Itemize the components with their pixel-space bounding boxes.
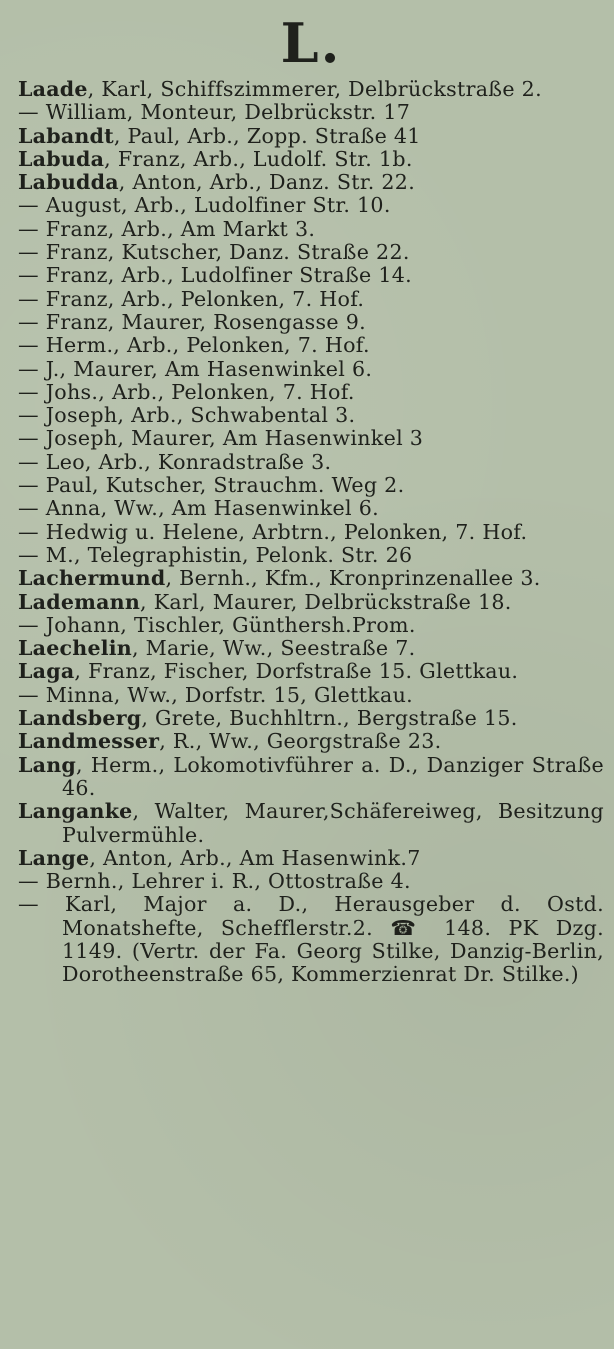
section-letter-heading: L.: [280, 11, 342, 75]
entry-details: , Walter, Maurer,Schäfereiweg, Besitzung Pulvermühle.: [62, 799, 604, 847]
entry-details: , Anton, Arb., Danz. Str. 22.: [118, 170, 416, 195]
entry-details: , Franz, Arb., Ludolf. Str. 1b.: [104, 146, 413, 171]
directory-entry: [18, 334, 604, 357]
directory-entry: [18, 544, 604, 567]
directory-entry: [18, 194, 604, 217]
entry-details: , Marie, Ww., Seestraße 7.: [131, 636, 416, 661]
directory-entry: [18, 497, 604, 520]
directory-entry: [18, 614, 604, 637]
entry-surname: Lachermund: [18, 566, 166, 591]
directory-entry: [18, 591, 604, 614]
entry-details: — Leo, Arb., Konradstraße 3.: [18, 449, 332, 474]
directory-entry: [18, 707, 604, 730]
entry-details: — J., Maurer, Am Hasenwinkel 6.: [18, 356, 373, 381]
entry-surname: Labuda: [18, 146, 105, 171]
entry-details: — Minna, Ww., Dorfstr. 15, Glettkau.: [18, 682, 414, 707]
directory-entry: [18, 684, 604, 707]
entry-details: — William, Monteur, Delbrückstr. 17: [18, 100, 411, 125]
directory-entry: [18, 171, 604, 194]
entry-details: — Hedwig u. Helene, Arbtrn., Pelonken, 7. Hof.: [18, 519, 528, 544]
entry-details: , Karl, Schiffszimmerer, Delbrückstraße 2.: [87, 77, 542, 101]
directory-entry: [18, 311, 604, 334]
entry-surname: Langanke: [18, 799, 133, 824]
entry-details: — Franz, Kutscher, Danz. Straße 22.: [18, 240, 410, 265]
directory-entry: [18, 427, 604, 450]
entry-details: , Paul, Arb., Zopp. Straße 41: [113, 123, 421, 148]
entry-details: — Anna, Ww., Am Hasenwinkel 6.: [18, 496, 380, 521]
entry-details: — Joseph, Arb., Schwabental 3.: [18, 403, 356, 428]
directory-entry: [18, 847, 604, 870]
entry-details: — Johs., Arb., Pelonken, 7. Hof.: [18, 379, 355, 404]
directory-entry: [18, 754, 604, 801]
entry-details: — Franz, Maurer, Rosengasse 9.: [18, 309, 366, 334]
directory-entry: [18, 358, 604, 381]
directory-entry: [18, 870, 604, 893]
entry-details: , Bernh., Kfm., Kronprinzenallee 3.: [165, 566, 541, 591]
entry-surname: Lademann: [18, 589, 141, 614]
entry-surname: Labudda: [18, 170, 119, 195]
entry-details: — Franz, Arb., Pelonken, 7. Hof.: [18, 286, 365, 311]
directory-entry: [18, 660, 604, 683]
directory-entry: [18, 474, 604, 497]
entry-details: , Grete, Buchhltrn., Bergstraße 15.: [141, 706, 518, 731]
entry-details: , Anton, Arb., Am Hasenwink.7: [89, 845, 421, 870]
directory-entry: [18, 521, 604, 544]
directory-entry: [18, 893, 604, 986]
entry-details: , Herm., Lokomotivführer a. D., Danziger Straße 46.: [62, 752, 604, 800]
directory-entry: [18, 288, 604, 311]
directory-entry: [18, 78, 604, 101]
directory-entry: [18, 101, 604, 124]
directory-entries: [18, 78, 604, 987]
entry-details: — Herm., Arb., Pelonken, 7. Hof.: [18, 333, 370, 358]
directory-entry: [18, 264, 604, 287]
directory-entry: [18, 218, 604, 241]
entry-details: — Paul, Kutscher, Strauchm. Weg 2.: [18, 473, 405, 498]
entry-details: , Karl, Maurer, Delbrückstraße 18.: [140, 589, 512, 614]
entry-details: , R., Ww., Georgstraße 23.: [159, 729, 442, 754]
directory-entry: [18, 381, 604, 404]
directory-entry: [18, 637, 604, 660]
directory-entry: [18, 148, 604, 171]
entry-surname: Laade: [18, 77, 88, 101]
directory-entry: [18, 404, 604, 427]
entry-details: — M., Telegraphistin, Pelonk. Str. 26: [18, 542, 413, 567]
entry-surname: Landmesser: [18, 729, 160, 754]
directory-entry: [18, 800, 604, 847]
directory-entry: [18, 451, 604, 474]
directory-entry: [18, 125, 604, 148]
entry-details: , Franz, Fischer, Dorfstraße 15. Glettkau.: [74, 659, 519, 684]
directory-entry: [18, 730, 604, 753]
entry-surname: Landsberg: [18, 706, 142, 731]
entry-surname: Lang: [18, 752, 76, 777]
entry-details: — Karl, Major a. D., Herausgeber d. Ostd. Monatshefte, Schefflerstr.2. ☎ 148. PK Dzg. 1149. (Vertr. der Fa. Georg Stilke, Danzig-Berlin, Dorotheenstraße 65, Kommerzienrat Dr. Stilke.): [18, 892, 604, 987]
entry-surname: Laga: [18, 659, 75, 684]
entry-details: — Bernh., Lehrer i. R., Ottostraße 4.: [18, 869, 411, 894]
entry-details: — Joseph, Maurer, Am Hasenwinkel 3: [18, 426, 424, 451]
entry-surname: Labandt: [18, 123, 114, 148]
entry-surname: Lange: [18, 845, 90, 870]
entry-surname: Laechelin: [18, 636, 132, 661]
entry-details: — Franz, Arb., Am Markt 3.: [18, 216, 316, 241]
entry-details: — Johann, Tischler, Günthersh.Prom.: [18, 612, 416, 637]
entry-details: — August, Arb., Ludolfiner Str. 10.: [18, 193, 391, 218]
directory-entry: [18, 567, 604, 590]
directory-entry: [18, 241, 604, 264]
entry-details: — Franz, Arb., Ludolfiner Straße 14.: [18, 263, 412, 288]
